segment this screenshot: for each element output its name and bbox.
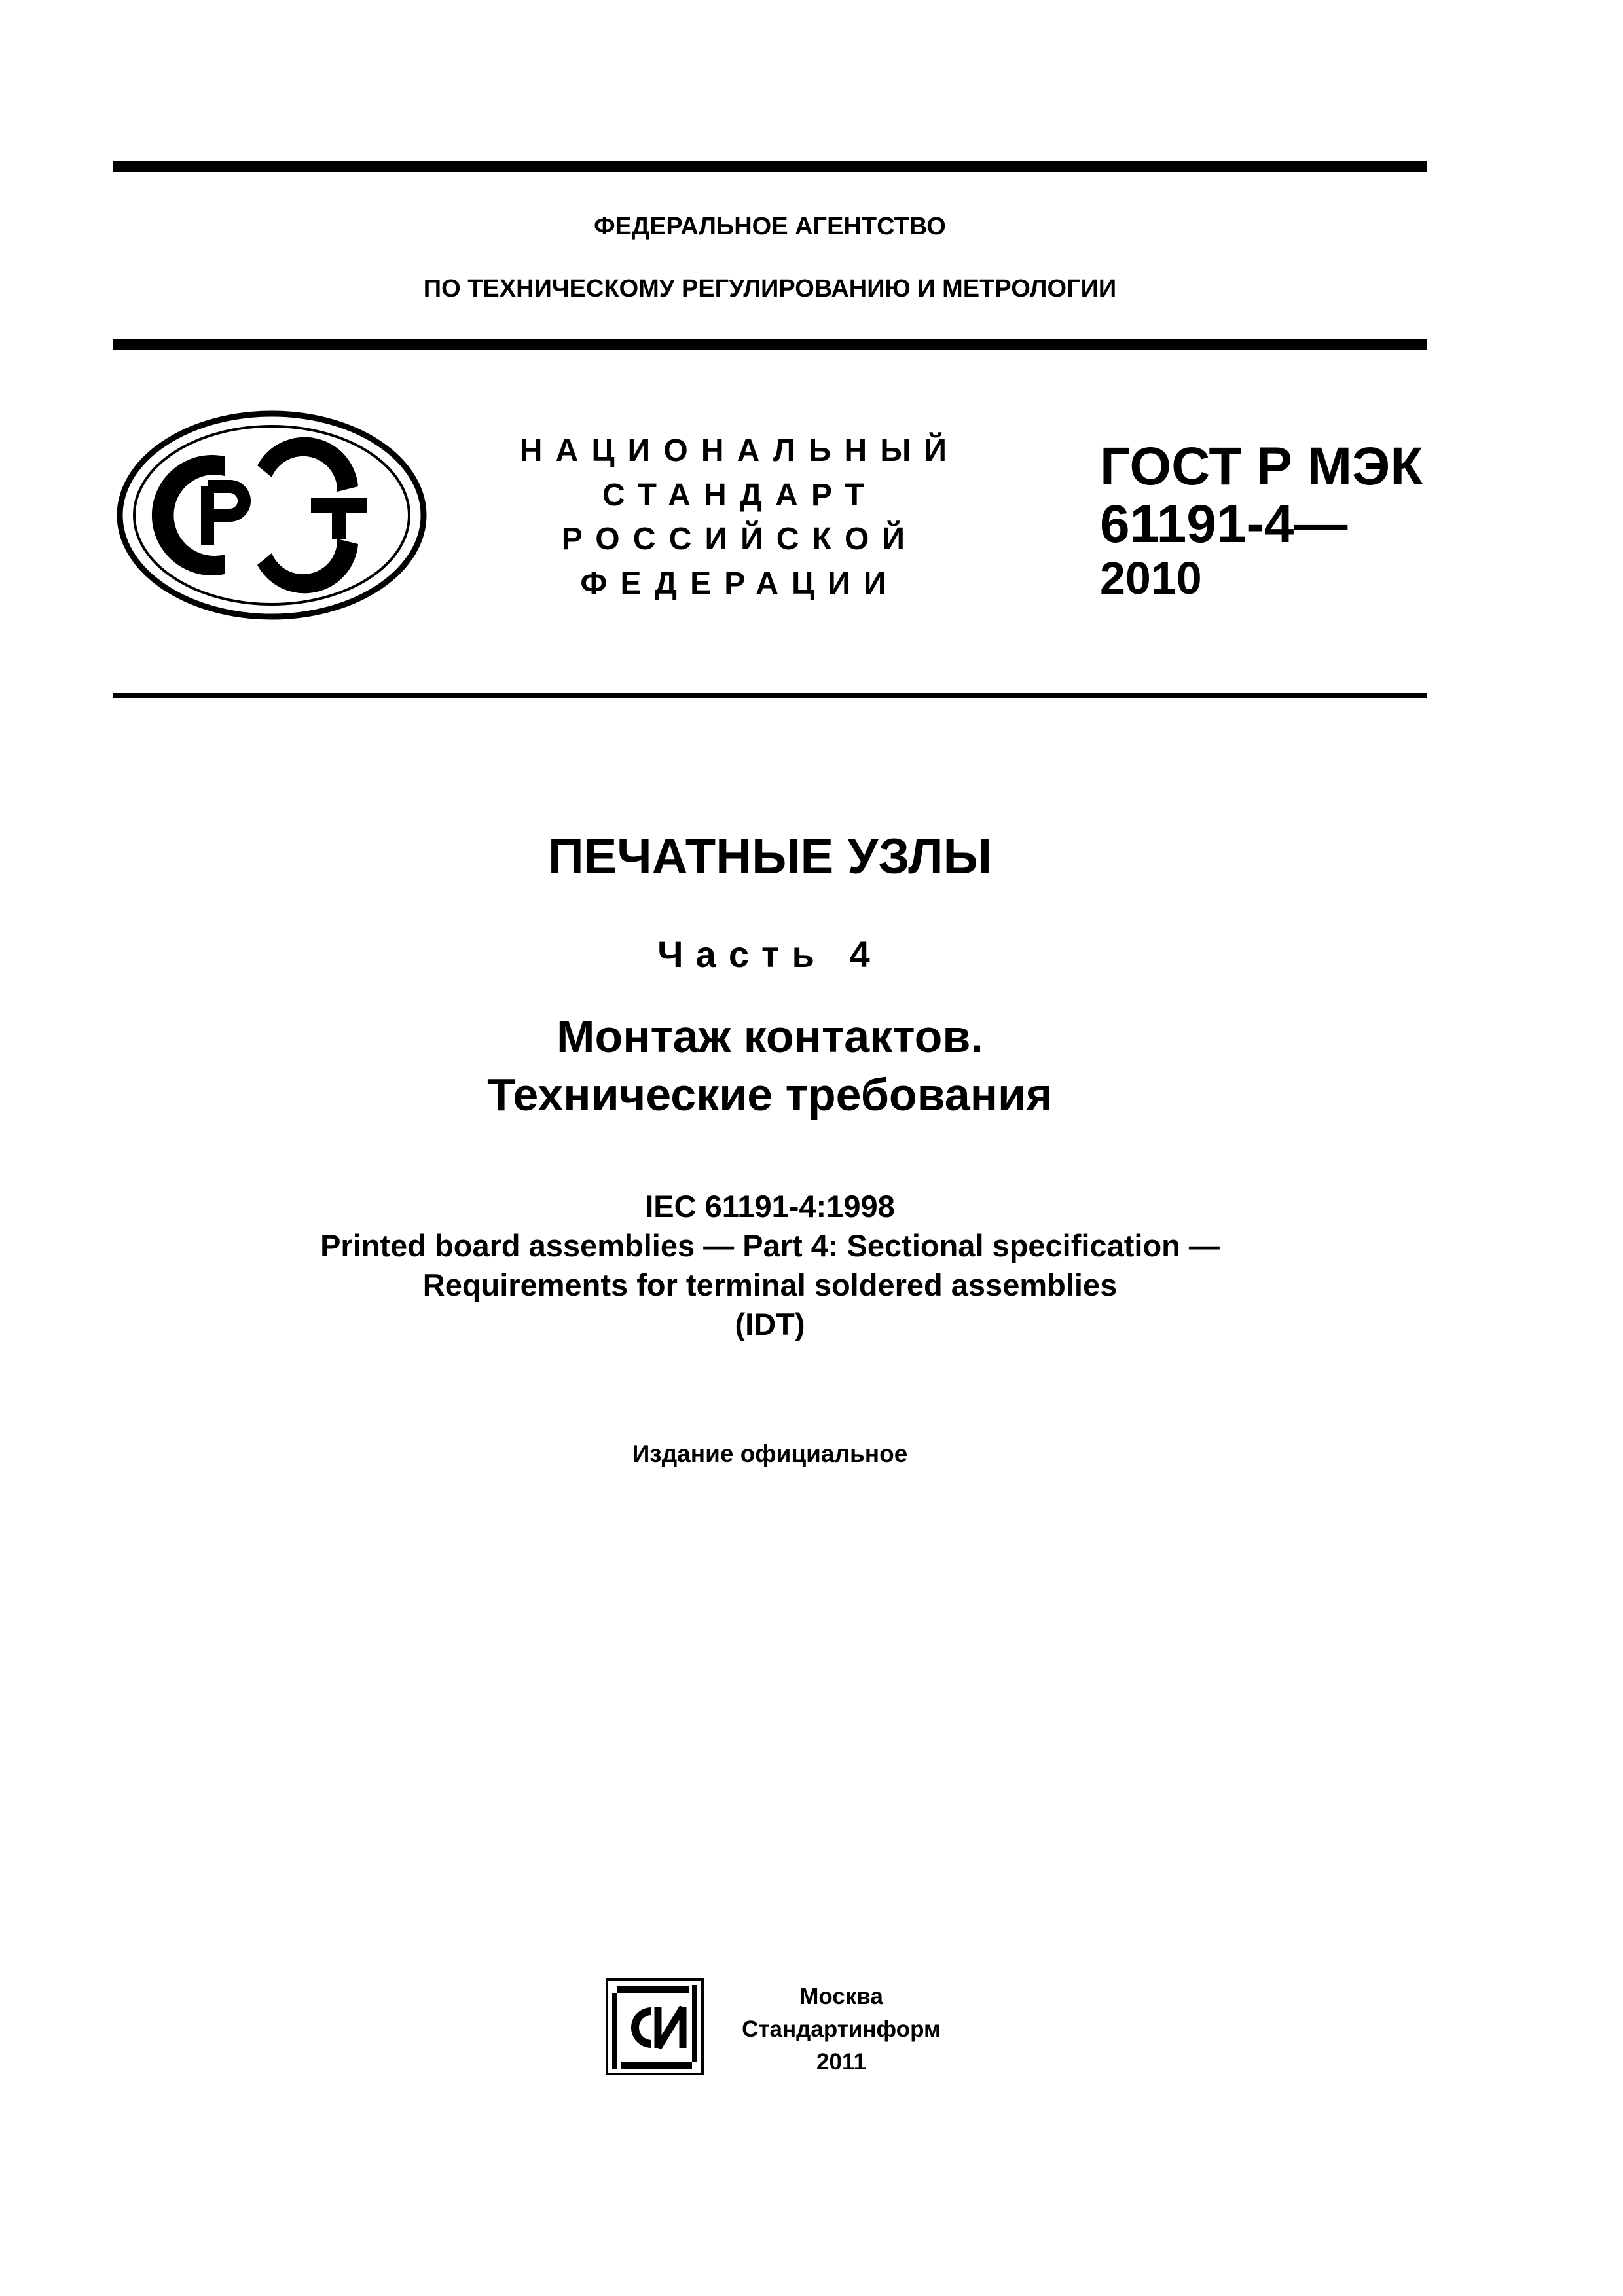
top-rule [113, 161, 1427, 172]
rst-certification-logo-icon [115, 409, 429, 622]
standard-type-line-4: ФЕДЕРАЦИИ [580, 566, 900, 601]
standard-type-line-3: РОССИЙСКОЙ [561, 522, 919, 556]
publisher-name: Стандартинформ [742, 2016, 941, 2042]
standartinform-logo-icon [606, 1978, 704, 2075]
designation-line-2: 61191-4— [1100, 494, 1348, 554]
agency-line-2: ПО ТЕХНИЧЕСКОМУ РЕГУЛИРОВАНИЮ И МЕТРОЛОГИИ [423, 275, 1117, 302]
designation-line-1: ГОСТ Р МЭК [1100, 437, 1423, 496]
header-bottom-rule [113, 693, 1427, 698]
document-part: Часть 4 [657, 934, 883, 975]
document-subtitle-2: Технические требования [487, 1069, 1053, 1120]
document-title: ПЕЧАТНЫЕ УЗЛЫ [547, 829, 993, 884]
iec-reference-line-1: IEC 61191-4:1998 [645, 1189, 895, 1224]
document-subtitle-1: Монтаж контактов. [556, 1011, 983, 1062]
publisher-year: 2011 [816, 2049, 866, 2075]
designation-line-3: 2010 [1100, 553, 1202, 604]
publisher-city: Москва [799, 1984, 883, 2009]
standard-type-line-2: СТАНДАРТ [602, 478, 877, 513]
agency-line-1: ФЕДЕРАЛЬНОЕ АГЕНТСТВО [594, 213, 946, 240]
agency-bottom-rule [113, 339, 1427, 350]
iec-reference-line-4: (IDT) [735, 1307, 805, 1341]
edition-label: Издание официальное [632, 1440, 908, 1467]
standard-type-line-1: НАЦИОНАЛЬНЫЙ [519, 433, 960, 468]
iec-reference-line-2: Printed board assemblies — Part 4: Sectional specification — [320, 1228, 1220, 1263]
iec-reference-line-3: Requirements for terminal soldered assemblies [422, 1267, 1118, 1302]
